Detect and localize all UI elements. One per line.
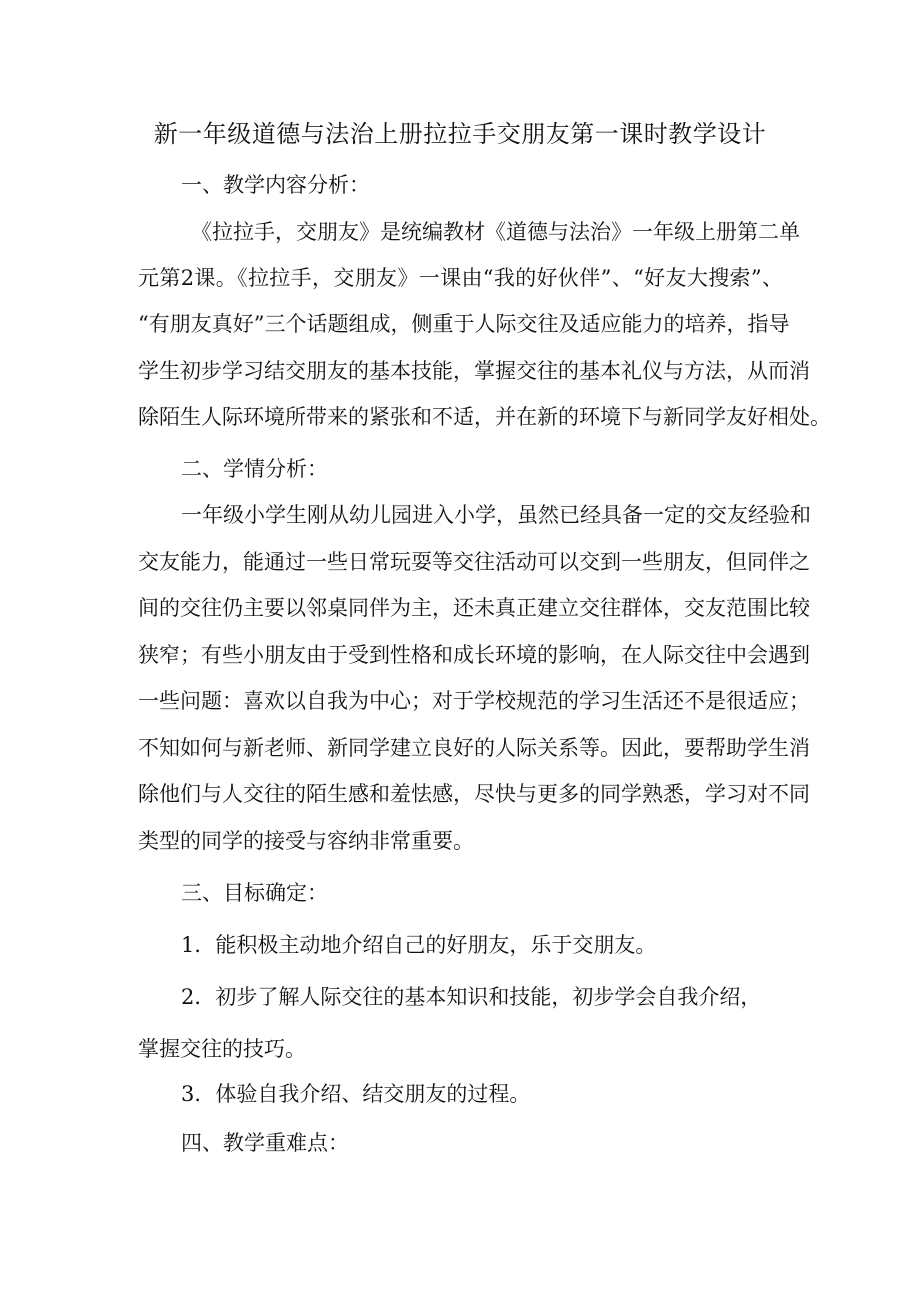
section-heading-content-analysis: 一、教学内容分析：	[181, 173, 370, 197]
document-title: 新一年级道德与法治上册拉拉手交朋友第一课时教学设计	[153, 120, 767, 148]
paragraph-line: 一些问题：喜欢以自我为中心；对于学校规范的学习生活还不是很适应；	[138, 689, 810, 713]
paragraph-line: 一年级小学生刚从幼儿园进入小学，虽然已经具备一定的交友经验和	[181, 503, 811, 527]
paragraph-line: 不知如何与新老师、新同学建立良好的人际关系等。因此，要帮助学生消	[138, 736, 810, 760]
paragraph-line: 交友能力，能通过一些日常玩耍等交往活动可以交到一些朋友，但同伴之	[138, 550, 810, 574]
paragraph-line: 除他们与人交往的陌生感和羞怯感，尽快与更多的同学熟悉，学习对不同	[138, 782, 810, 806]
paragraph-line: “有朋友真好”三个话题组成，侧重于人际交往及适应能力的培养，指导	[138, 312, 790, 336]
section-heading-learner-analysis: 二、学情分析：	[181, 457, 328, 481]
objective-item: 1．能积极主动地介绍自己的好朋友，乐于交朋友。	[181, 933, 657, 957]
objective-item: 3．体验自我介绍、结交朋友的过程。	[181, 1082, 531, 1106]
objective-item-continuation: 掌握交往的技巧。	[138, 1037, 306, 1061]
paragraph-line: 间的交往仍主要以邻桌同伴为主，还未真正建立交往群体，交友范围比较	[138, 596, 810, 620]
section-heading-key-difficulties: 四、教学重难点：	[181, 1131, 349, 1155]
paragraph-line: 学生初步学习结交朋友的基本技能，掌握交往的基本礼仪与方法，从而消	[138, 359, 810, 383]
paragraph-line: 除陌生人际环境所带来的紧张和不适，并在新的环境下与新同学友好相处。	[138, 405, 831, 429]
paragraph-line: 狭窄；有些小朋友由于受到性格和成长环境的影响，在人际交往中会遇到	[138, 643, 810, 667]
objective-item: 2．初步了解人际交往的基本知识和技能，初步学会自我介绍，	[181, 985, 762, 1009]
paragraph-line: 《拉拉手，交朋友》是统编教材《道德与法治》一年级上册第二单	[191, 220, 800, 244]
section-heading-objectives: 三、目标确定：	[181, 881, 328, 905]
paragraph-line: 元第2课。《拉拉手，交朋友》一课由“我的好伙伴”、“好友大搜索”、	[138, 266, 783, 290]
paragraph-line: 类型的同学的接受与容纳非常重要。	[138, 829, 474, 853]
